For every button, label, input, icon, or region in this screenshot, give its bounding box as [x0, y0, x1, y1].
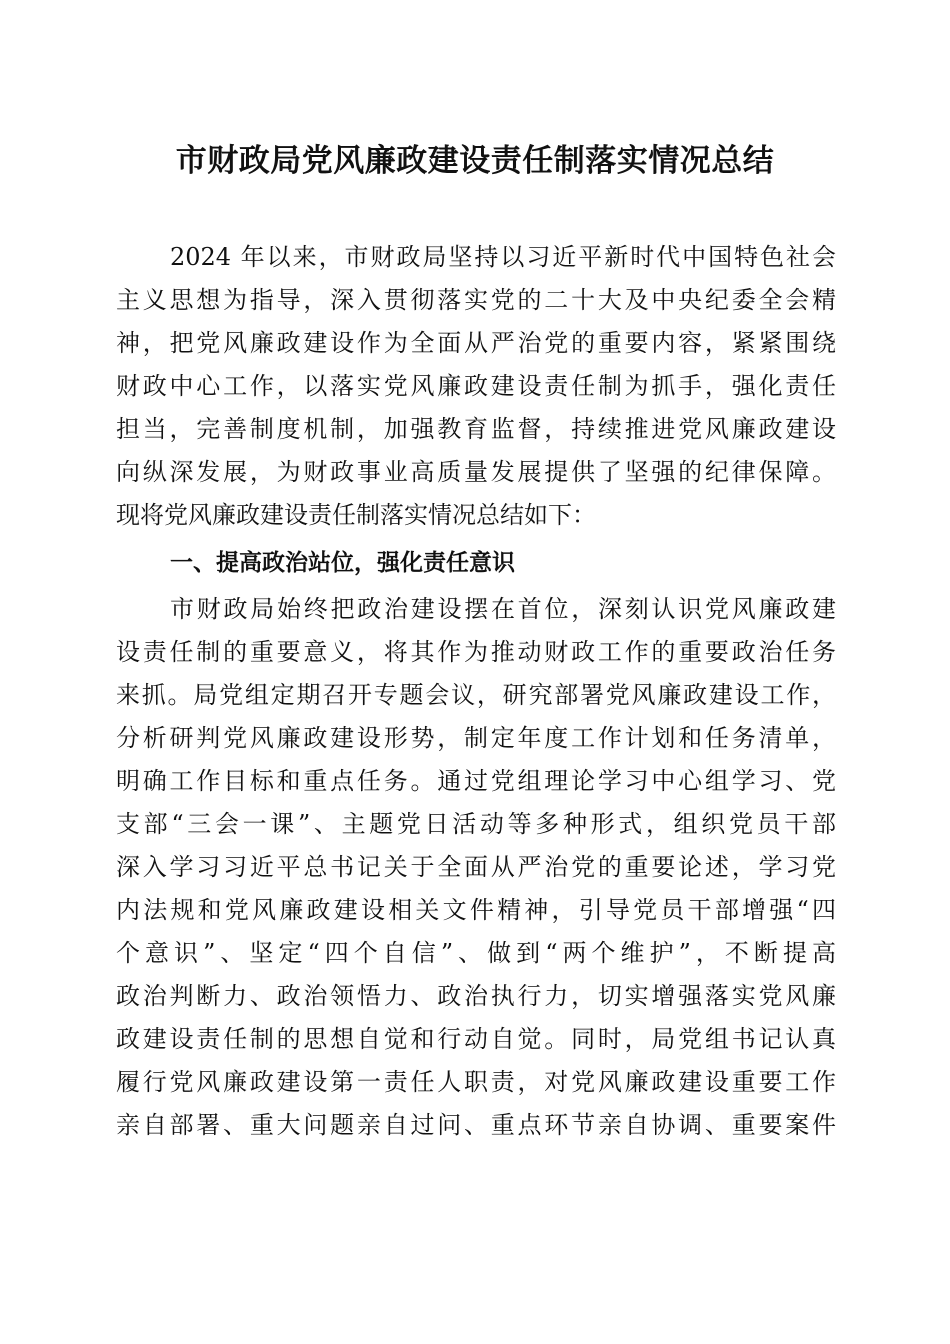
paragraph-line: 政建设责任制的思想自觉和行动自觉。同时，局党组书记认真	[116, 1025, 836, 1053]
paragraph-line: 来抓。局党组定期召开专题会议，研究部署党风廉政建设工作，	[116, 681, 836, 709]
paragraph-line: 向纵深发展，为财政事业高质量发展提供了坚强的纪律保障。	[116, 458, 836, 486]
paragraph-line: 神，把党风廉政建设作为全面从严治党的重要内容，紧紧围绕	[116, 329, 836, 357]
paragraph-line: 现将党风廉政建设责任制落实情况总结如下：	[116, 501, 596, 529]
paragraph-line: 市财政局始终把政治建设摆在首位，深刻认识党风廉政建	[170, 595, 836, 623]
document-title: 市财政局党风廉政建设责任制落实情况总结	[175, 143, 775, 179]
paragraph-line: 政治判断力、政治领悟力、政治执行力，切实增强落实党风廉	[116, 982, 836, 1010]
paragraph-line: 分析研判党风廉政建设形势，制定年度工作计划和任务清单，	[116, 724, 836, 752]
paragraph-line: 明确工作目标和重点任务。通过党组理论学习中心组学习、党	[116, 767, 836, 795]
paragraph-line: 2024 年以来，市财政局坚持以习近平新时代中国特色社会	[170, 243, 836, 271]
paragraph-line: 内法规和党风廉政建设相关文件精神，引导党员干部增强“四	[116, 896, 836, 924]
section-heading: 一、提高政治站位，强化责任意识	[170, 550, 515, 576]
paragraph-line: 深入学习习近平总书记关于全面从严治党的重要论述，学习党	[116, 853, 836, 881]
paragraph-line: 个意识”、坚定“四个自信”、做到“两个维护”，不断提高	[116, 939, 836, 967]
paragraph-line: 财政中心工作，以落实党风廉政建设责任制为抓手，强化责任	[116, 372, 836, 400]
paragraph-line: 履行党风廉政建设第一责任人职责，对党风廉政建设重要工作	[116, 1068, 836, 1096]
paragraph-line: 主义思想为指导，深入贯彻落实党的二十大及中央纪委全会精	[116, 286, 836, 314]
paragraph-line: 支部“三会一课”、主题党日活动等多种形式，组织党员干部	[116, 810, 836, 838]
paragraph-line: 担当，完善制度机制，加强教育监督，持续推进党风廉政建设	[116, 415, 836, 443]
paragraph-line: 设责任制的重要意义，将其作为推动财政工作的重要政治任务	[116, 638, 836, 666]
paragraph-line: 亲自部署、重大问题亲自过问、重点环节亲自协调、重要案件	[116, 1111, 836, 1139]
